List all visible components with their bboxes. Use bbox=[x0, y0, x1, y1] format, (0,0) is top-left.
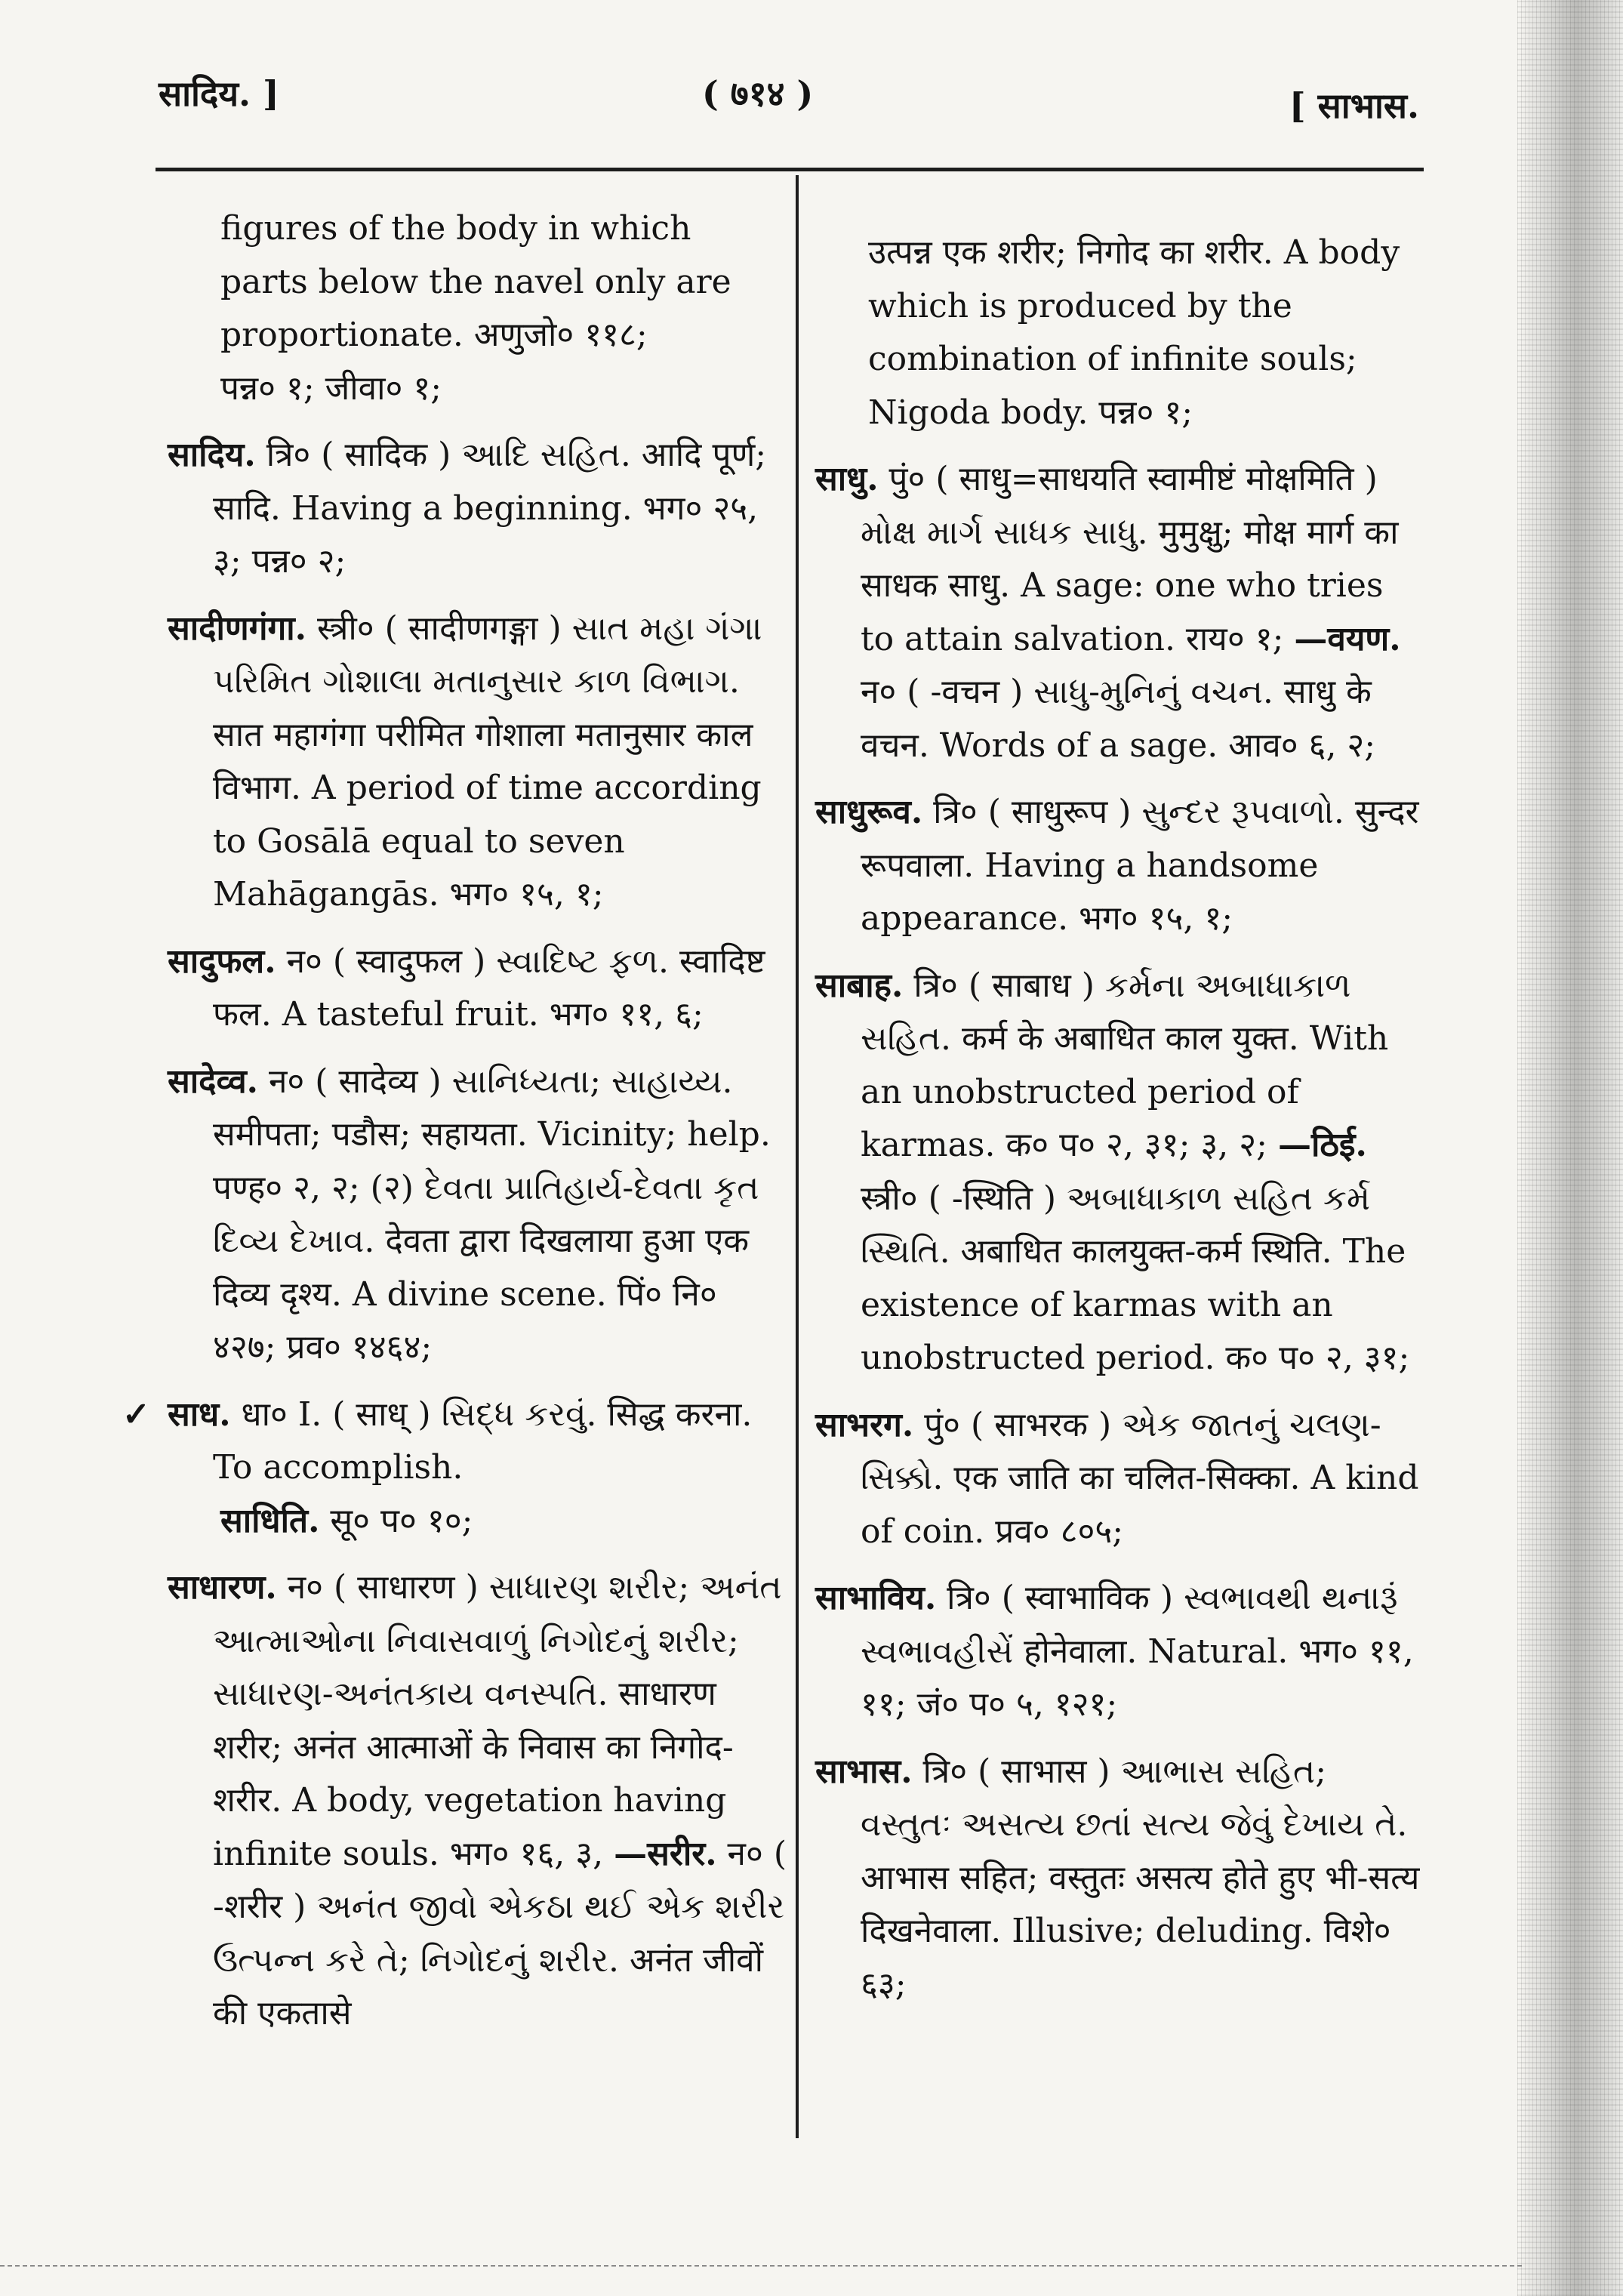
entry-body: न० ( स्वादुफल ) સ્વાદિષ્ટ ફળ. स्वादिष्ट फल. A tasteful fruit. भग० ११, ६; bbox=[213, 942, 765, 1034]
entry-body: त्रि० ( साबाध ) કર્મના અબાધાકાળ સહિત. कर्म के अबाधित काल युक्त. With an unobstructed period of karmas. क० प० २, ३१; ३, २; bbox=[861, 966, 1389, 1164]
entry-body: त्रि० ( सादिक ) આદિ સહિત. आदि पूर्ण; सादि. Having a beginning. भग० २५, ३; पन्न० २; bbox=[213, 436, 767, 581]
dictionary-entry bbox=[168, 429, 787, 589]
sub-headword: —सरीर. bbox=[614, 1834, 717, 1873]
headword: साभाविय. bbox=[815, 1579, 937, 1617]
entry-body: न० ( सादेव्य ) સાનિધ્યતા; સાહાય્ય. समीपता; पडौस; सहायता. Vicinity; help. पण्ह० २, २; (२) દેવતા પ્રાતિહાર્ય-દેવતા કૃત દિવ્ય દેખાવ. देवता द्वारा दिखलाया हुआ एक दिव्य दृश्य. A divine scene. पिं० नि० ४२७; प्रव० १४६४; bbox=[213, 1062, 771, 1367]
dictionary-entry bbox=[815, 960, 1423, 1385]
page-edge-shadow bbox=[1517, 0, 1623, 2296]
dictionary-entry bbox=[815, 1746, 1423, 2012]
entry-body: स्त्री० ( सादीणगङ्गा ) સાત મહા ગંગા પરિમિત ગોશાલા મતાનુસાર કાળ વિભાગ. सात महागंगा परीमित गोशाला मतानुसार काल विभाग. A period of time according to Gosālā equal to seven Mahāgangās. भग० १५, १; bbox=[213, 609, 762, 914]
headword: साबाह. bbox=[815, 966, 904, 1005]
entry-body: त्रि० ( साधुरूप ) સુન્દર રૂપવાળો. सुन्दर रूपवाला. Having a handsome appearance. भग० १५, १; bbox=[861, 793, 1419, 938]
dictionary-entry bbox=[168, 1056, 787, 1375]
page-number: ( ७१४ ) bbox=[702, 73, 814, 114]
headword: सादेव्व. bbox=[168, 1062, 258, 1101]
dictionary-entry bbox=[815, 1399, 1423, 1559]
headword: साभरग. bbox=[815, 1405, 914, 1444]
dictionary-entry bbox=[815, 786, 1423, 946]
sub-headword: —वयण. bbox=[1294, 619, 1401, 658]
entry-body: धा० I. ( साध् ) સિદ્ધ કરવું. सिद्ध करना. To accomplish. bbox=[213, 1395, 753, 1487]
headword: सादिय. bbox=[168, 436, 256, 474]
entry-text: figures of the body in which parts below the navel only are proportionate. अणुजो० ११८; bbox=[220, 209, 731, 354]
headword: साभास. bbox=[815, 1752, 913, 1791]
dictionary-entry bbox=[815, 1572, 1423, 1732]
sub-entry-body: न० ( -शरीर ) અનંત જીવો એકઠા થઈ એક શરીર ઉત્પન્ન કરે તે; નિગોદનું શરીર. अनंत जीवों की एकतासे bbox=[213, 1834, 787, 2032]
column-divider bbox=[796, 175, 799, 2138]
sub-entry-body: सू० प० १०; bbox=[330, 1501, 473, 1540]
headword: सादुफल. bbox=[168, 942, 276, 981]
bottom-edge-line bbox=[0, 2265, 1525, 2267]
entry-body: पुं० ( साधु=साधयति स्वामीष्टं मोक्षमिति ) મોક્ષ માર્ગ સાધક સાધુ. मुमुक्षु; मोक्ष मार्ग का साधक साधु. A sage: one who tries to attain salvation. राय० १; bbox=[861, 460, 1399, 658]
dictionary-entry bbox=[168, 935, 787, 1042]
header-left-guideword: सादिय. ] bbox=[159, 73, 279, 114]
sub-entry-body: न० ( -वचन ) સાધુ-મુનિનું વચન. साधु के वचन. Words of a sage. आव० ६, २; bbox=[861, 673, 1376, 765]
sub-headword: साधिति. bbox=[220, 1501, 320, 1540]
header-right-guideword: [ साभास. bbox=[1289, 85, 1419, 126]
continued-entry bbox=[815, 227, 1423, 439]
entry-text: पन्न० १; जीवा० १; bbox=[220, 368, 442, 408]
header-rule bbox=[156, 168, 1424, 171]
entry-body: त्रि० ( स्वाभाविक ) સ્વભાવથી થનારૂં સ્વભાવહીસેં होनेवाला. Natural. भग० ११, ११; जं० प० ५, १२१; bbox=[861, 1579, 1414, 1724]
dictionary-entry: ✓ साध. धा० I. ( साध् ) સિદ્ધ કરવું. सिद्ध करना. To accomplish. साधिति. सू० प० १०; bbox=[122, 1395, 753, 1540]
dictionary-entry bbox=[168, 603, 787, 922]
sub-headword: —ठिई. bbox=[1277, 1126, 1367, 1164]
entry-text: उत्पन्न एक शरीर; निगोद का शरीर. A body which is produced by the combination of infinite souls; Nigoda body. पन्न० १; bbox=[868, 233, 1400, 432]
entry-body: न० ( साधारण ) સાધારણ શરીર; અનંત આત્માઓના નિવાસવાળું નિગોદનું શરીર; સાધારણ-અનંતકાય વનસ્પતિ. साधारण शरीर; अनंत आत्माओं के निवास का निगोद-शरीर. A body, vegetation having infinite souls. भग० १६, ३, bbox=[213, 1568, 782, 1873]
headword: सादीणगंगा. bbox=[168, 609, 306, 648]
headword: साधु. bbox=[815, 460, 879, 498]
dictionary-entry bbox=[168, 1561, 787, 2041]
entry-body: त्रि० ( साभास ) આભાસ સહિત; વસ્તુતઃ અસત્ય છતાં સત્ય જેવું દેખાય તે. आभास सहित; वस्तुतः असत्य होते हुए भी-सत्य दिखनेवाला. Illusive; deluding. विशे० ६३; bbox=[861, 1752, 1420, 2004]
entry-body: पुं० ( साभरक ) એક જાતનું ચલણ-સિક્કો. एक जाति का चलित-सिक्का. A kind of coin. प्रव० ८०५; bbox=[861, 1405, 1419, 1551]
right-column bbox=[815, 227, 1423, 2025]
page-header bbox=[159, 69, 1419, 137]
sub-entry-body: स्त्री० ( -स्थिति ) અબાધાકાળ સહિત કર્મ સ્થિતિ. अबाधित कालयुक्त-कर्म स्थिति. The existence of karmas with an unobstructed period. क० प० २, ३१; bbox=[861, 1179, 1410, 1377]
dictionary-entry bbox=[815, 453, 1423, 772]
headword: साधारण. bbox=[168, 1568, 277, 1607]
continued-entry bbox=[168, 202, 787, 415]
headword: साधुरूव. bbox=[815, 793, 923, 831]
headword: साध. bbox=[168, 1395, 231, 1434]
left-column bbox=[122, 202, 787, 2054]
